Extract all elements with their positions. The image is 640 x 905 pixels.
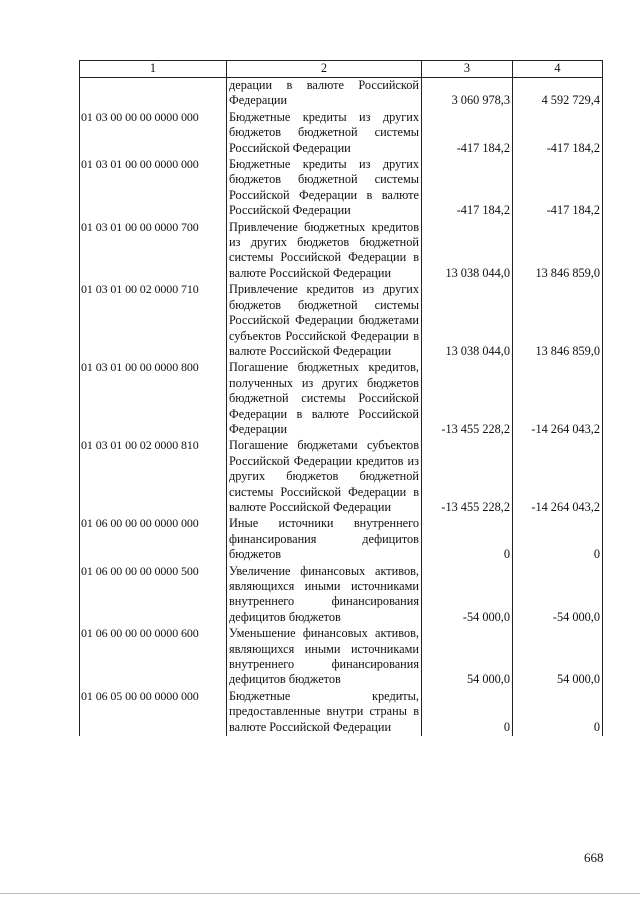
row-name: Привлечение бюджетных кредитов из других бюджетов бюджетной системы Российской Федерации в валюте Российской Федерации (227, 220, 422, 283)
row-value-col4: 0 (513, 689, 603, 736)
row-code: 01 03 01 00 02 0000 810 (80, 438, 227, 516)
row-name: Увеличение финансовых активов, являющихся иными источниками внутреннего финансирования дефицитов бюджетов (227, 564, 422, 627)
row-value-col3: -13 455 228,2 (422, 360, 513, 438)
row-value-col4: -14 264 043,2 (513, 360, 603, 438)
header-col-1: 1 (80, 61, 227, 78)
table-row (80, 110, 603, 157)
table-header-row (80, 61, 603, 78)
row-value-col3: -13 455 228,2 (422, 438, 513, 516)
header-col-4: 4 (513, 61, 603, 78)
row-code: 01 06 00 00 00 0000 000 (80, 516, 227, 563)
row-name: Уменьшение финансовых активов, являющихся иными источниками внутреннего финансирования дефицитов бюджетов (227, 626, 422, 689)
row-value-col4: -417 184,2 (513, 157, 603, 220)
row-code: 01 03 01 00 00 0000 800 (80, 360, 227, 438)
row-code: 01 06 00 00 00 0000 500 (80, 564, 227, 627)
row-value-col3: 13 038 044,0 (422, 220, 513, 283)
row-name: Привлечение кредитов из других бюджетов бюджетной системы Российской Федерации бюджетами субъектов Российской Федерации в валюте Российской Федерации (227, 282, 422, 360)
table-row (80, 689, 603, 736)
row-code: 01 03 01 00 02 0000 710 (80, 282, 227, 360)
row-name: Бюджетные кредиты из других бюджетов бюджетной системы Российской Федерации в валюте Российской Федерации (227, 157, 422, 220)
row-value-col4: 0 (513, 516, 603, 563)
row-value-col3: -54 000,0 (422, 564, 513, 627)
table-row (80, 220, 603, 283)
row-name: Погашение бюджетных кредитов, полученных из других бюджетов бюджетной системы Российской Федерации в валюте Российской Федерации (227, 360, 422, 438)
header-col-2: 2 (227, 61, 422, 78)
table-row (80, 564, 603, 627)
row-value-col3: -417 184,2 (422, 157, 513, 220)
row-name: Бюджетные кредиты из других бюджетов бюджетной системы Российской Федерации (227, 110, 422, 157)
row-value-col4: 13 846 859,0 (513, 282, 603, 360)
row-code: 01 03 01 00 00 0000 000 (80, 157, 227, 220)
budget-sources-table (79, 60, 603, 736)
page-number: 668 (584, 850, 604, 865)
table-row (80, 626, 603, 689)
table-row (80, 438, 603, 516)
row-value-col3: 13 038 044,0 (422, 282, 513, 360)
table-row (80, 78, 603, 110)
row-value-col3: 3 060 978,3 (422, 78, 513, 110)
row-value-col4: -417 184,2 (513, 110, 603, 157)
table-row (80, 157, 603, 220)
row-name: дерации в валюте Российской Федерации (227, 78, 422, 110)
row-value-col3: 54 000,0 (422, 626, 513, 689)
row-value-col3: 0 (422, 689, 513, 736)
row-name: Бюджетные кредиты, предоставленные внутри страны в валюте Российской Федерации (227, 689, 422, 736)
row-value-col4: 4 592 729,4 (513, 78, 603, 110)
row-value-col3: -417 184,2 (422, 110, 513, 157)
page-bottom-divider (0, 893, 640, 894)
row-value-col4: 13 846 859,0 (513, 220, 603, 283)
row-name: Иные источники внутреннего финансирования дефицитов бюджетов (227, 516, 422, 563)
row-value-col4: -14 264 043,2 (513, 438, 603, 516)
row-code: 01 06 00 00 00 0000 600 (80, 626, 227, 689)
row-code (80, 78, 227, 110)
row-value-col4: -54 000,0 (513, 564, 603, 627)
row-value-col4: 54 000,0 (513, 626, 603, 689)
row-code: 01 06 05 00 00 0000 000 (80, 689, 227, 736)
table-row (80, 516, 603, 563)
row-code: 01 03 01 00 00 0000 700 (80, 220, 227, 283)
table-row (80, 360, 603, 438)
row-value-col3: 0 (422, 516, 513, 563)
row-name: Погашение бюджетами субъектов Российской Федерации кредитов из других бюджетов бюджетной системы Российской Федерации в валюте Российской Федерации (227, 438, 422, 516)
row-code: 01 03 00 00 00 0000 000 (80, 110, 227, 157)
header-col-3: 3 (422, 61, 513, 78)
table-row (80, 282, 603, 360)
